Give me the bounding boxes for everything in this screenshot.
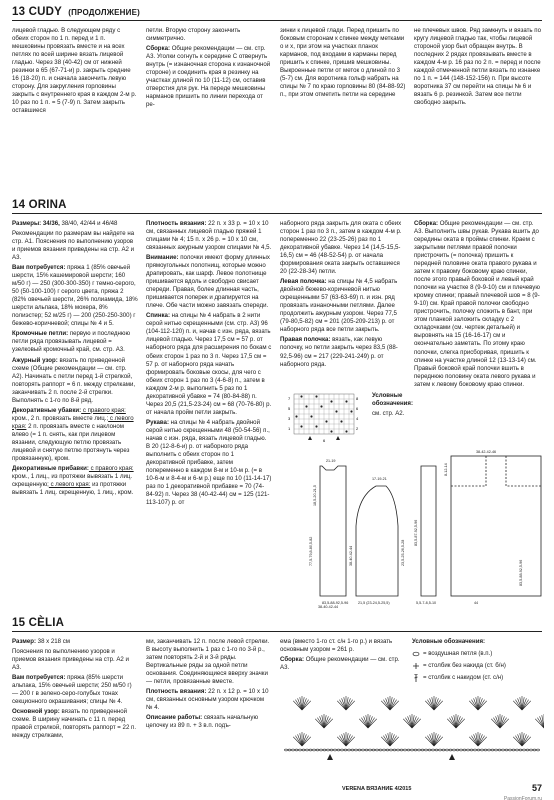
chain-mark — [523, 749, 526, 751]
chain-mark — [516, 749, 519, 751]
chain-mark — [386, 749, 389, 751]
section-number: 14 — [12, 199, 26, 211]
polka-height-label: 83,5-87-92,5-96 — [414, 519, 418, 546]
chart-row-7: 7 — [288, 396, 291, 401]
s13-label-sborka: Сборка: — [146, 45, 170, 53]
label-size: Размер: — [12, 638, 36, 645]
chain-mark — [432, 749, 435, 751]
chain-mark — [337, 749, 340, 751]
yarn-over-mark — [330, 400, 332, 402]
chain-mark — [456, 749, 459, 751]
chain-mark — [341, 749, 344, 751]
chain-mark — [481, 749, 484, 751]
s14-col-4 — [414, 220, 542, 410]
yarn-over-mark — [330, 430, 332, 432]
chain-mark — [390, 749, 393, 751]
label-edge: Кромочные петли: — [12, 330, 69, 338]
chain-mark — [358, 749, 361, 751]
lace-text: вязать по приведенной схеме (Общие рекомендации — см. стр. А2). Начинать с петли перед 1-й стрелкой, повторять раппорт = 6 п. между стрелками, заканчивать 2 п. после 2-й стрелки. Выполнять с 1-го по 8-й ряд. — [12, 356, 136, 404]
chain-mark — [292, 749, 295, 751]
s14-col-2 — [146, 220, 272, 612]
s13-col-2 — [146, 27, 272, 195]
wide-bottom-label: 44 — [474, 601, 479, 605]
yarn-over-mark — [315, 425, 317, 427]
section-sub: (ПРОДОЛЖЕНИЕ) — [68, 8, 140, 17]
section-number: 13 — [12, 6, 26, 18]
lace-chart — [286, 390, 366, 444]
back-height-label: 77,5-79,8-80,5-82 — [309, 536, 313, 566]
chain-mark — [383, 749, 386, 751]
schematic-drawings — [286, 446, 544, 612]
label-assembly: Сборка: — [414, 220, 438, 227]
label-lace: Ажурный узор: — [12, 356, 58, 364]
back-width-label: 83,5-88-92,5-96 — [322, 601, 349, 605]
label-materials: Вам потребуется: — [12, 264, 66, 272]
chart-row-2: 2 — [356, 426, 359, 431]
s14-col-1 — [12, 220, 138, 612]
chain-mark — [288, 749, 291, 751]
chain-mark — [306, 749, 309, 751]
yarn-over-mark — [340, 420, 342, 422]
arrow-left-icon — [308, 436, 312, 440]
chain-mark — [526, 749, 529, 751]
section-13-header — [12, 5, 542, 21]
chart-row-6: 6 — [356, 406, 359, 411]
chain-mark — [421, 749, 424, 751]
chain-mark — [369, 749, 372, 751]
chart-repeat: 6 — [323, 438, 326, 443]
yarn-over-mark — [335, 410, 337, 412]
s15-c3-text: ема (вместо 1-го ст. с/н 1-го р.) и вязать основным узором = 261 р. — [280, 638, 393, 654]
gauge-15-text: 22 п. х 12 р. = 10 х 10 см, связанных основным узором крючком № 4. — [146, 688, 269, 712]
chain-mark — [484, 749, 487, 751]
chain-mark — [313, 749, 316, 751]
label-sleeves: Рукава: — [146, 418, 169, 426]
chain-mark — [320, 749, 323, 751]
s13-col-3 — [280, 27, 406, 195]
double-crochet-icon — [412, 674, 420, 682]
chain-stitch-icon — [412, 651, 420, 657]
section-15-header — [12, 616, 542, 632]
chain-mark — [498, 749, 501, 751]
arrow-right-icon — [449, 754, 455, 760]
chain-mark — [372, 749, 375, 751]
chain-mark — [474, 749, 477, 751]
chain-mark — [309, 749, 312, 751]
s13-text-2a: петли. Вторую сторону закончить симметрично. — [146, 27, 241, 43]
crochet-chart — [282, 684, 544, 764]
back-width-label-2: 38-40-42-44 — [318, 605, 339, 609]
s14-col-3 — [280, 220, 406, 390]
chain-mark — [397, 749, 400, 751]
chain-mark — [407, 749, 410, 751]
chain-mark — [285, 749, 288, 751]
legend-ref: см. стр. А2. — [372, 410, 405, 418]
chain-mark — [404, 749, 407, 751]
chain-mark — [295, 749, 298, 751]
arrow-right-icon — [336, 436, 340, 440]
chain-mark — [316, 749, 319, 751]
s14-legend — [372, 392, 422, 422]
chart-row-8: 8 — [356, 396, 359, 401]
legend-row-sc — [412, 662, 542, 670]
chain-mark — [362, 749, 365, 751]
right-front-text: вязать, как левую полочку, но петли закрыть через 83,5 (88-92,5-96) см = 217 (229-241-249) р. от наборного ряда. — [280, 336, 398, 368]
chain-mark — [376, 749, 379, 751]
sleeve-height-label: 23,5-25-26,5-28 — [401, 539, 405, 566]
legend-title: Условные обозначения: — [372, 392, 414, 408]
yarn-over-mark — [325, 420, 327, 422]
chain-mark — [327, 749, 330, 751]
chain-mark — [414, 749, 417, 751]
edge-text: первую и последнюю петли ряда провязывать лицевой = узелковый кромочный край, см. стр. А3. — [12, 330, 131, 354]
s13-col-4 — [414, 27, 542, 195]
chain-mark — [537, 749, 540, 751]
yarn-over-mark — [320, 405, 322, 407]
chain-mark — [435, 749, 438, 751]
s15-col-2 — [146, 638, 272, 788]
chain-mark — [488, 749, 491, 751]
chain-mark — [425, 749, 428, 751]
section-name: CÈLIA — [28, 617, 65, 629]
chain-mark — [470, 749, 473, 751]
chain-mark — [460, 749, 463, 751]
magazine-footer: VERENA ВЯЗАНИЕ 4/2015 — [342, 785, 412, 792]
inc-left-text: из протяжки вывязать 1 лиц. скрещенную, 1 лиц., кром. — [12, 480, 134, 496]
label-sizes: Размеры: — [12, 220, 42, 227]
yarn-over-mark — [350, 410, 352, 412]
yarn-over-mark — [310, 415, 312, 417]
s15-col-1 — [12, 638, 138, 788]
inc-right-text: кром., 1 лиц., из протяжки вывязать 1 лиц. скрещенную; — [12, 472, 133, 488]
dec-left: с левого края: — [12, 414, 134, 430]
s13-text-1: лицевой гладью. В следующем ряду с обеих сторон по 1 п. перед и 1 п. мешковины провязать вместе и на всех петлях по всей ширине вязать лицевой гладью. Через 38 (40-42) см от нижней резинки в 65 (67-71-и) р. закрыть средние 16 (18-20) п. и сначала закончить левую сторону. Для закругления горловины закрыть с внутреннего края в каждом 2-м р. 10 раз по 1 п. = 5 (7-9) п. Затем закрыть оставшиеся — [12, 27, 137, 115]
chain-mark — [509, 749, 512, 751]
section-name: CUDY — [28, 6, 62, 18]
legend-row-dc — [412, 674, 542, 682]
chain-mark — [334, 749, 337, 751]
inc-right: с правого края: — [88, 464, 134, 472]
gauge-text: 22 п. х 33 р. = 10 х 10 см, связанных лицевой гладью пряжей 1 спицами № 4; 15 п. х 26 р. = 10 х 10 см, связанных ажурным узором спицами № 4,5. — [146, 220, 272, 252]
yarn-over-mark — [345, 430, 347, 432]
chain-mark — [344, 749, 347, 751]
sleeve-length-label: 38-40-42-44 — [349, 545, 353, 566]
s13-text-4: не плечевых швов. Ряд замкнуть и вязать по кругу лицевой гладью так, чтобы лицевой стороной узор был обращен внутрь. В последних 2 рядах провязывать вместе в каждом 4-м р. 16 раз по 2 п. = перед и после каждой отмеченной петли вязать по изнанке по 1 п. = 144 (148-152-156) п. При высоте воротника 37 см перейти на спицы № 6 и вязать 6 р. резинкой. Затем все петли свободно закрыть. — [414, 27, 541, 107]
s13-text-3: зинки к лицевой глади. Перед пришить по боковым сторонам к спинке между метками о и х, при этом на участках планок карманов, под входами в карманы перед пришить к спинке, пришив мешковины. Выкроенные петли от меток о длиной по 3 (5-7) см. Для воротника гольф набрать на спицы № 7 по краю горловины 80 (84-88-92) п., при этом отметить петли на середине — [280, 27, 406, 99]
legend-dc: = столбик с накидом (ст. с/н) — [423, 674, 504, 682]
chain-mark — [449, 749, 452, 751]
s13-text-2b: Общие рекомендации — см. стр. А3. Уголки согнуть к середине С отвернуть внутрь (= изнаночная сторона к изнаночной стороне) и соединить края в резинку на участках длиной по 10 (11-12) см, оставив отверстия для рук. На переде мешковины нарманов пришить по линии перехода от ре- — [146, 45, 271, 109]
chain-mark — [348, 749, 351, 751]
polka-width-label: 5,5-7-8,5-10 — [416, 601, 437, 605]
s15-cont-text: ми, заканчивать 12 п. после левой стрелки. В высоту выполнить 1 раз с 1-го по 3-й р., затем повторять 2-й и 3-й ряды. Вертикальные ряды за одной петли основания. Соединяющиеся вверху значки — петли, провязанные вместе. — [146, 638, 270, 686]
materials-15-text: пряжа (85% шерсти альпака, 15% овечьей шерсти; 250 м/50 г) — 200 г в зелено-серо-голубых тонах секционного окрашивания; спицы № 4. — [12, 674, 132, 706]
chain-mark — [330, 749, 333, 751]
main-pattern-text: вязать по приведенной схеме. В ширину начинать с 11 п. перед правой стрелкой, повторять раппорт = 22 п. между стрелками, — [12, 708, 137, 740]
yarn-over-mark — [315, 395, 317, 397]
size-note: Рекомендации по размерам вы найдете на стр. А1. Пояснения по выполнению узоров и приемов вязания приведены на стр. А2 и А3. — [12, 230, 135, 262]
materials-text: пряжа 1 (85% овечьей шерсти, 15% кашемировой шерсти; 160 м/50 г) — 250 (300-300-350) г темно-серого, 50 (50-100-100) г серого цвета, пряжа 2 (82% овечьей шерсти, 26% полиамида, 18% шерсти альпака, 18% мохера, 8% полиэстер; 52 м/25 г) — 200 (250-250-300) г бежево-коричневой; спицы № 4 и 5. — [12, 264, 138, 328]
label-back: Спинка: — [146, 312, 170, 320]
size-text: 38 х 218 см — [35, 638, 70, 645]
sizes-bold: 34/36, — [41, 220, 60, 227]
chart-row-3: 3 — [288, 416, 291, 421]
chain-mark — [400, 749, 403, 751]
legend-sc: = столбик без накида (ст. б/н) — [423, 662, 506, 670]
sleeve-top-label: 17-19-21 — [372, 477, 387, 481]
chain-mark — [512, 749, 515, 751]
label-dec: Декоративные убавки: — [12, 406, 82, 414]
label-assembly-15: Сборка: — [280, 656, 304, 664]
chain-mark — [299, 749, 302, 751]
chain-mark — [453, 749, 456, 751]
chain-mark — [505, 749, 508, 751]
chain-mark — [323, 749, 326, 751]
chain-mark — [365, 749, 368, 751]
legend-row-chain — [412, 650, 542, 658]
yarn-over-mark — [300, 425, 302, 427]
chain-mark — [467, 749, 470, 751]
assembly-15-text: Общие рекомендации — см. стр. А3. — [280, 656, 400, 672]
yarn-over-mark — [300, 395, 302, 397]
dec-left-text: 2 п. провязать вместе с наклоном влево (= 1 п. снять, как при лицевом вязании, следующую петлю провязать лицевой и снятую петлю протянуть через провязанную), кром. — [12, 422, 130, 462]
chain-mark — [418, 749, 421, 751]
section-number: 15 — [12, 617, 26, 629]
section-name: ORINA — [28, 199, 67, 211]
label-gauge: Плотность вязания: — [146, 220, 207, 227]
label-left-front: Левая полочка: — [280, 278, 327, 286]
chain-mark — [428, 749, 431, 751]
chain-mark — [495, 749, 498, 751]
label-materials-15: Вам потребуется: — [12, 674, 66, 682]
single-crochet-icon — [412, 663, 420, 669]
arrow-left-icon — [327, 754, 333, 760]
s15-note: Пояснения по выполнению узоров и приемов вязания приведены на стр. А2 и А3. — [12, 648, 129, 672]
legend-chain: = воздушная петля (в.п.) — [423, 650, 493, 658]
legend-15-title: Условные обозначения: — [412, 638, 486, 645]
chain-mark — [393, 749, 396, 751]
chain-mark — [463, 749, 466, 751]
label-inc: Декоративные прибавки: — [12, 464, 89, 472]
inc-left: с левого края: — [48, 480, 91, 488]
watermark: PassionForum.ru — [503, 796, 542, 800]
assembly-text: Общие рекомендации — см. стр. А3. Выполнить швы рукав. Рукава вшить до середины оката в проймы спинки. Краем с закрытыми петлями правой полочки пристрочить (= полочка) пришить к передней половине оката правого рукава и затем к правому боковому краю спинки, после этого правый боковой и левый край полочки на участке 8 (9-9-10) см и плечевую кромку спинки; правый плечевой шов = 8 (9-9-10) см. Край правой полочки свободно пристрочить, полочку сложить в бант, при этом планкой заложить складку с 2 складочками (см. чертеж детальей) и выровнять на 15 (16-16-17) см и окончательно заметать. По этому краю полочки, слегка присборивая, пришить к спинке на участке длиной 12 (13-13-14) см. Правый боковой край полочки вшить в переднюю половину оката левого рукава и затем к левому боковому краю спинки. — [414, 220, 540, 388]
s15-col-3 — [280, 638, 406, 678]
chain-mark — [351, 749, 354, 751]
cap-text: наборного ряда закрыть для оката с обеих сторон 1 раз по 3 п., затем в каждом 4-м р. попеременно 22 (23-25-26) раз по 1 декоративной убавке. Через 14 (14,5-15,5-16,5) см = 46 (48-52-54) р. от начала формирования оката закрыть оставшиеся 20 (22-28-34) петли. — [280, 220, 402, 276]
wide-top-label: 38-42-42-46 — [476, 450, 497, 454]
chain-mark — [491, 749, 494, 751]
chain-mark — [302, 749, 305, 751]
page-number: 57 — [531, 783, 542, 794]
chart-row-5: 5 — [288, 406, 291, 411]
sizes-text: 38/40, 42/44 и 46/48 — [59, 220, 118, 227]
attention-text: полочки имеют форму длинных прямоугольных полотнищ, которые можно драпировать, как шарф. Левое полотнище пришивается вдоль и свободно свисает спереди. Правая, более длинная часть, пришивается поперек и драпируется на плече. Обе части можно завязать спереди. — [146, 254, 270, 310]
label-right-front: Правая полочка: — [280, 336, 331, 344]
dec-right: с правого края: — [81, 406, 126, 414]
label-description: Описание работы: — [146, 714, 203, 722]
chain-mark — [533, 749, 536, 751]
wide-side-label: 8-12-14 — [444, 463, 448, 476]
section-14-header — [12, 198, 542, 214]
yarn-over-mark — [305, 405, 307, 407]
sleeves-text: на спицы № 4 набрать двойной серой нитью скрещенными 48 (50-54-56) п., начав с изн. ряда, вязать лицевой гладью. В 20 (12-8-6-и) р. от наборного ряда выполнить с обеих сторон по 1 декоративной прибавке, затем попеременно в каждом 8-м и 10-м р. (= в 10-6-м и 8-4-м и 6-м р.) еще по 10 (11-14-17) раз по 1 декоративной прибавке = 70 (74-84-92) п. Через 38 (40-42-44) см = 125 (121-113-107) р. от — [146, 418, 272, 507]
back-armhole-label: 18,5-20-21,5 — [313, 485, 317, 506]
chain-mark — [502, 749, 505, 751]
chain-mark — [477, 749, 480, 751]
chain-mark — [446, 749, 449, 751]
left-front-text: на спицы № 4,5 набрать двойной бежево-коричневой нитью скрещенными 57 (63-63-69) п. и изн. ряд провязать изнаночными петлями. Далее продолжить ажурным узором. Через 77,5 (79-80,5-82) см = 201 (205-209-213) р. от наборного ряда все петли закрыть. — [280, 278, 398, 334]
chain-mark — [442, 749, 445, 751]
chain-mark — [439, 749, 442, 751]
chain-mark — [530, 749, 533, 751]
chain-mark — [411, 749, 414, 751]
yarn-over-mark — [345, 400, 347, 402]
label-attention: Внимание: — [146, 254, 179, 262]
back-text: на спицы № 4 набрать в 2 нити серой нитью скрещенными (см. стр. А3) 96 (104-112-120) п. и, начав с изн. ряда, вязать лицевой гладью. Через 17,5 см = 57 р. от наборного ряда для расширения по бокам с обеих сторон 1 раз по 3 п. Через 17,5 см = 57 р. от наборного ряда начать формировать боковые скосы, для чего с обеих сторон 1 раз по 3 (4-6-8) п., затем в каждом 2-м р. выполнить 5 раз по 1 декоративной убавке = 74 (80-84-88) п. Через 20,5 (21,5-23-24) см = 68 (70-76-80) р. от начала пройм петли закрыть. — [146, 312, 272, 416]
chain-mark — [355, 749, 358, 751]
back-neck-label: 21-19 — [326, 459, 336, 463]
sleeve-bottom-label: 21,5 (23-24,5-25,5) — [358, 601, 390, 605]
yarn-over-mark — [295, 415, 297, 417]
chart-row-4: 4 — [356, 416, 359, 421]
label-gauge-15: Плотность вязания: — [146, 688, 207, 696]
s13-col-1 — [12, 27, 138, 195]
description-text: связать начальную цепочку из 89 п. + 3 в.п. подъ- — [146, 714, 259, 730]
chain-mark — [379, 749, 382, 751]
chart-row-1: 1 — [288, 426, 291, 431]
dec-right-text: кром., 2 п. провязать вместе лиц.; — [12, 414, 109, 422]
chain-mark — [519, 749, 522, 751]
label-main-pattern: Основной узор: — [12, 708, 60, 716]
wide-height-label: 83,5-88-92,5-96 — [519, 559, 523, 586]
